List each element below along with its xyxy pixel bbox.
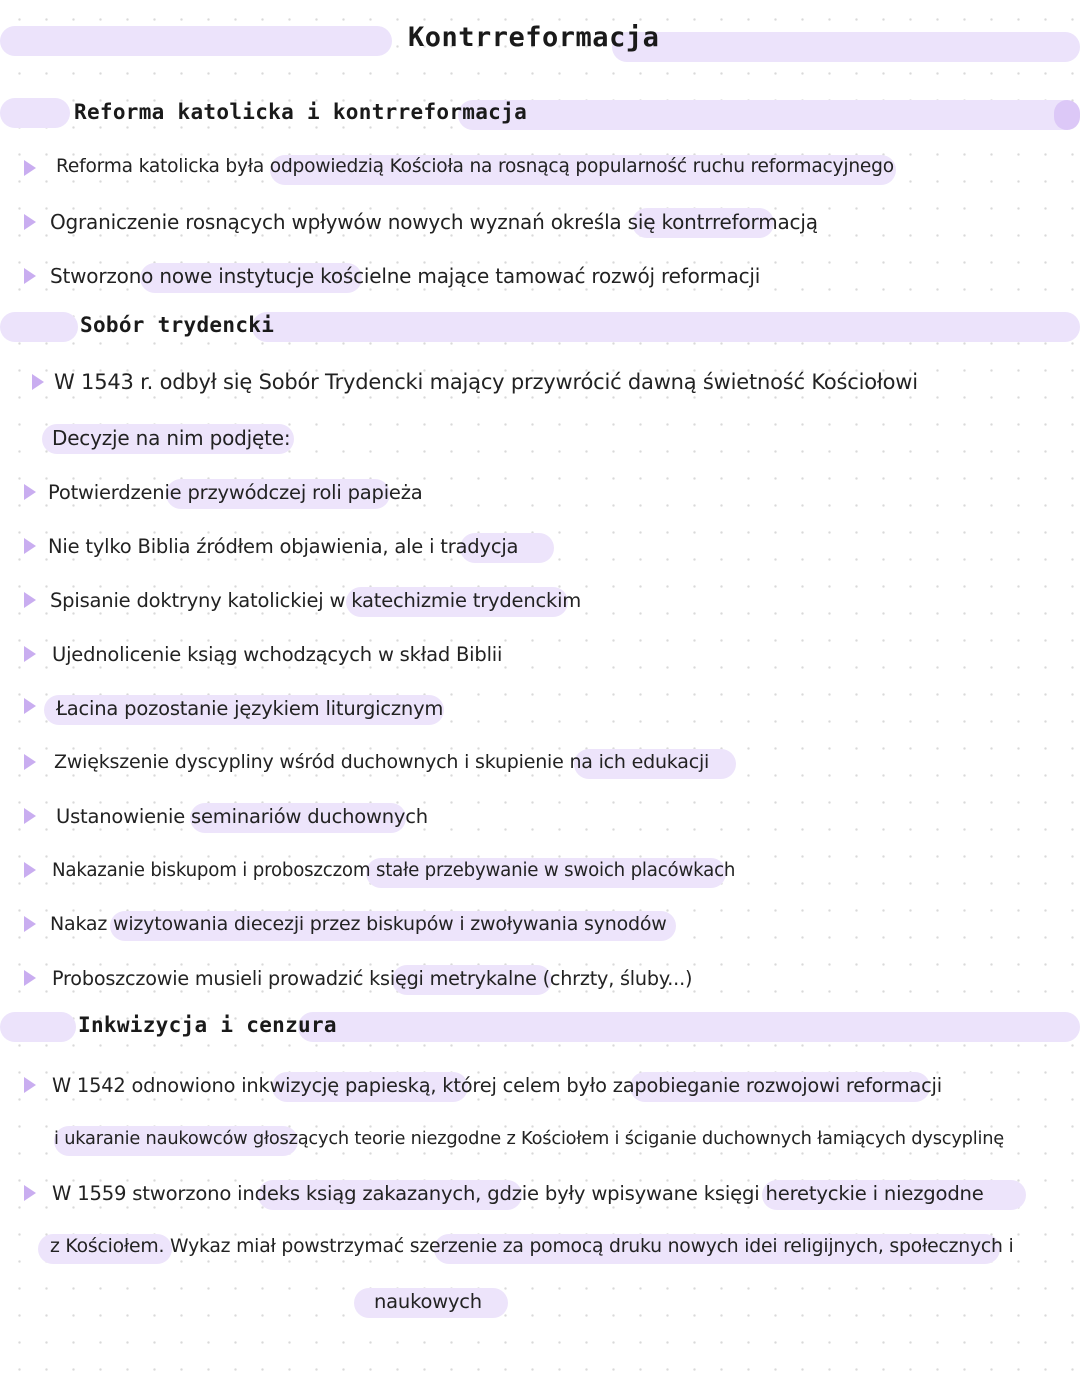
note-line: Łacina pozostanie językiem liturgicznym [56, 697, 444, 720]
note-line: Reforma katolicka była odpowiedzią Kościoła na rosnącą popularność ruchu reformacyjnego [56, 156, 894, 177]
note-line: Nakazanie biskupom i proboszczom stałe przebywanie w swoich placówkach [52, 860, 736, 881]
title-band-right [612, 32, 1080, 62]
note-line: Nakaz wizytowania diecezji przez biskupów i zwoływania synodów [50, 913, 667, 935]
note-line: Spisanie doktryny katolickiej w katechizmie trydenckim [50, 589, 582, 612]
note-line: W 1543 r. odbył się Sobór Trydencki mający przywrócić dawną świetność Kościołowi [54, 370, 918, 394]
section-band-right [298, 1012, 1080, 1042]
note-line: i ukaranie naukowców głoszących teorie niezgodne z Kościołem i ściganie duchownych łamiących dyscyplinę [54, 1128, 1005, 1149]
section-heading-reforma: Reforma katolicka i kontrreformacja [74, 100, 528, 124]
note-line: Nie tylko Biblia źródłem objawienia, ale i tradycja [48, 535, 519, 558]
note-line: W 1559 stworzono indeks ksiąg zakazanych, gdzie były wpisywane księgi heretyckie i niezgodne [52, 1182, 984, 1205]
section-band-left [0, 1012, 76, 1042]
bullet-icon [24, 592, 36, 608]
bullet-icon [24, 808, 36, 824]
title-band-left [0, 26, 392, 56]
note-line: W 1542 odnowiono inkwizycję papieską, której celem było zapobieganie rozwojowi reformacji [52, 1074, 942, 1097]
section-band-left [0, 312, 78, 342]
bullet-icon [24, 698, 36, 714]
bullet-icon [24, 1077, 36, 1093]
page-title: Kontrreformacja [408, 22, 660, 53]
bullet-icon [24, 484, 36, 500]
section-heading-inkwizycja: Inkwizycja i cenzura [78, 1013, 337, 1037]
bullet-icon [24, 538, 36, 554]
note-line: Decyzje na nim podjęte: [52, 426, 291, 450]
note-line: naukowych [374, 1290, 482, 1313]
note-line: Zwiększenie dyscypliny wśród duchownych i skupienie na ich edukacji [54, 751, 710, 773]
section-band-dot [1054, 100, 1080, 130]
note-line: Ustanowienie seminariów duchownych [56, 805, 428, 828]
bullet-icon [24, 862, 36, 878]
bullet-icon [24, 754, 36, 770]
bullet-icon [24, 214, 36, 230]
section-band-right [458, 100, 1080, 130]
section-heading-sobor: Sobór trydencki [80, 313, 275, 337]
bullet-icon [24, 160, 36, 176]
bullet-icon [24, 268, 36, 284]
note-line: Proboszczowie musieli prowadzić księgi metrykalne (chrzty, śluby...) [52, 967, 693, 990]
section-band-left [0, 98, 70, 128]
note-line: Ujednolicenie ksiąg wchodzących w skład Biblii [52, 643, 503, 666]
note-line: Stworzono nowe instytucje kościelne mające tamować rozwój reformacji [50, 264, 761, 288]
bullet-icon [24, 970, 36, 986]
bullet-icon [24, 916, 36, 932]
section-band-right [252, 312, 1080, 342]
note-line: z Kościołem. Wykaz miał powstrzymać szerzenie za pomocą druku nowych idei religijnych, społecznych i [50, 1236, 1014, 1257]
bullet-icon [32, 374, 44, 390]
note-line: Ograniczenie rosnących wpływów nowych wyznań określa się kontrreformacją [50, 210, 818, 234]
bullet-icon [24, 1185, 36, 1201]
note-line: Potwierdzenie przywódczej roli papieża [48, 481, 423, 504]
bullet-icon [24, 646, 36, 662]
